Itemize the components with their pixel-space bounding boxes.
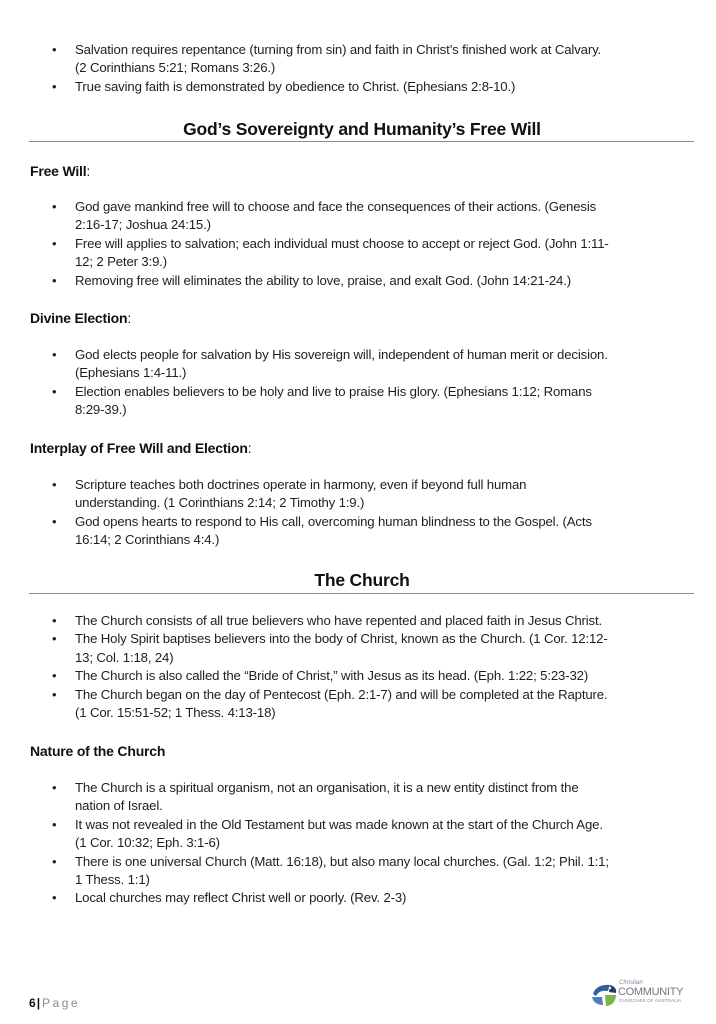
- nature-bullet-list: [50, 779, 695, 908]
- list-item: • Scripture teaches both doctrines operate in harmony, even if beyond full human understanding. (1 Corinthians 2:14; 2 Timothy 1:9.): [52, 477, 527, 511]
- page-label: Page: [42, 996, 81, 1010]
- section-divider: [29, 593, 694, 594]
- section-title-church: The Church: [314, 570, 410, 590]
- ccca-logo: [590, 980, 690, 1010]
- bullet-icon: •: [52, 631, 57, 647]
- list-item: • The Church began on the day of Pentecost (Eph. 2:1-7) and will be completed at the Rapture. (1 Cor. 15:51-52; 1 Thess. 4:13-18): [52, 686, 608, 721]
- bullet-icon: •: [52, 668, 57, 684]
- bullet-icon: •: [52, 853, 57, 869]
- list-item: • The Church consists of all true believers who have repented and placed faith in Jesus Christ.: [50, 612, 695, 630]
- logo-text-christian: Christian: [619, 980, 643, 986]
- free-will-bullet-list: [50, 198, 695, 290]
- subheading-divine-election: Divine Election:: [30, 310, 132, 326]
- bullet-icon: •: [52, 477, 57, 492]
- page-separator: |: [36, 996, 41, 1010]
- bullet-icon: •: [52, 513, 57, 529]
- subheading-free-will: Free Will:: [30, 163, 91, 179]
- list-item: • The Holy Spirit baptises believers into the body of Christ, known as the Church. (1 Cor. 12:12- 13; Col. 1:18, 24): [52, 631, 608, 665]
- list-item: • The Church is also called the “Bride of Christ,” with Jesus as its head. (Eph. 1:22; 5:23-32): [50, 667, 695, 685]
- section-divider: [29, 141, 694, 142]
- list-item: • There is one universal Church (Matt. 16:18), but also many local churches. (Gal. 1:2; Phil. 1:1; 1 Thess. 1:1): [52, 853, 609, 888]
- page-number: 6: [29, 996, 36, 1010]
- bullet-icon: •: [52, 686, 57, 702]
- bullet-icon: •: [52, 816, 57, 832]
- list-item: • Removing free will eliminates the ability to love, praise, and exalt God. (John 14:21-24.): [50, 272, 695, 290]
- bullet-icon: •: [52, 235, 57, 251]
- interplay-bullet-list: [50, 476, 695, 550]
- bullet-icon: •: [52, 383, 57, 399]
- bullet-icon: •: [52, 42, 57, 57]
- list-item: • Salvation requires repentance (turning from sin) and faith in Christ’s finished work at Calvary. (2 Corinthians 5:21; Romans 3:26.): [52, 42, 602, 76]
- list-item: • Local churches may reflect Christ well or poorly. (Rev. 2-3): [50, 889, 695, 907]
- bullet-icon: •: [52, 199, 57, 214]
- bullet-icon: •: [52, 780, 57, 795]
- bullet-icon: •: [52, 272, 57, 288]
- logo-text-churches: CHURCHES OF AUSTRALIA: [619, 998, 682, 1003]
- salvation-bullet-list: [50, 41, 695, 96]
- church-bullet-list: [50, 612, 695, 722]
- list-item: • God opens hearts to respond to His call, overcoming human blindness to the Gospel. (Acts 16:14; 2 Corinthians 4:4.): [52, 513, 592, 548]
- section-title-sovereignty: God’s Sovereignty and Humanity’s Free Will: [183, 119, 541, 139]
- church-community-logo-icon: [590, 982, 618, 1008]
- subheading-interplay: Interplay of Free Will and Election:: [30, 440, 252, 456]
- list-item: • It was not revealed in the Old Testament but was made known at the start of the Church Age. (1 Cor. 10:32; Eph. 3:1-6): [52, 816, 603, 851]
- list-item: • True saving faith is demonstrated by obedience to Christ. (Ephesians 2:8-10.): [50, 78, 695, 96]
- divine-election-bullet-list: [50, 346, 695, 420]
- bullet-icon: •: [52, 890, 57, 906]
- subheading-nature-of-church: Nature of the Church: [30, 743, 166, 759]
- bullet-icon: •: [52, 78, 57, 94]
- list-item: • God elects people for salvation by His sovereign will, independent of human merit or decision. (Ephesians 1:4-11.): [52, 347, 608, 381]
- list-item: • God gave mankind free will to choose and face the consequences of their actions. (Genesis 2:16-17; Joshua 24:15.): [52, 199, 597, 233]
- bullet-icon: •: [52, 613, 57, 628]
- logo-text-community: COMMUNITY: [618, 986, 684, 998]
- list-item: • The Church is a spiritual organism, not an organisation, it is a new entity distinct from the nation of Israel.: [52, 780, 579, 814]
- bullet-icon: •: [52, 347, 57, 362]
- page-number-footer: [29, 996, 80, 1010]
- list-item: • Free will applies to salvation; each individual must choose to accept or reject God. (John 1:11- 12; 2 Peter 3:9.): [52, 235, 609, 270]
- list-item: • Election enables believers to be holy and live to praise His glory. (Ephesians 1:12; Romans 8:29-39.): [52, 383, 592, 418]
